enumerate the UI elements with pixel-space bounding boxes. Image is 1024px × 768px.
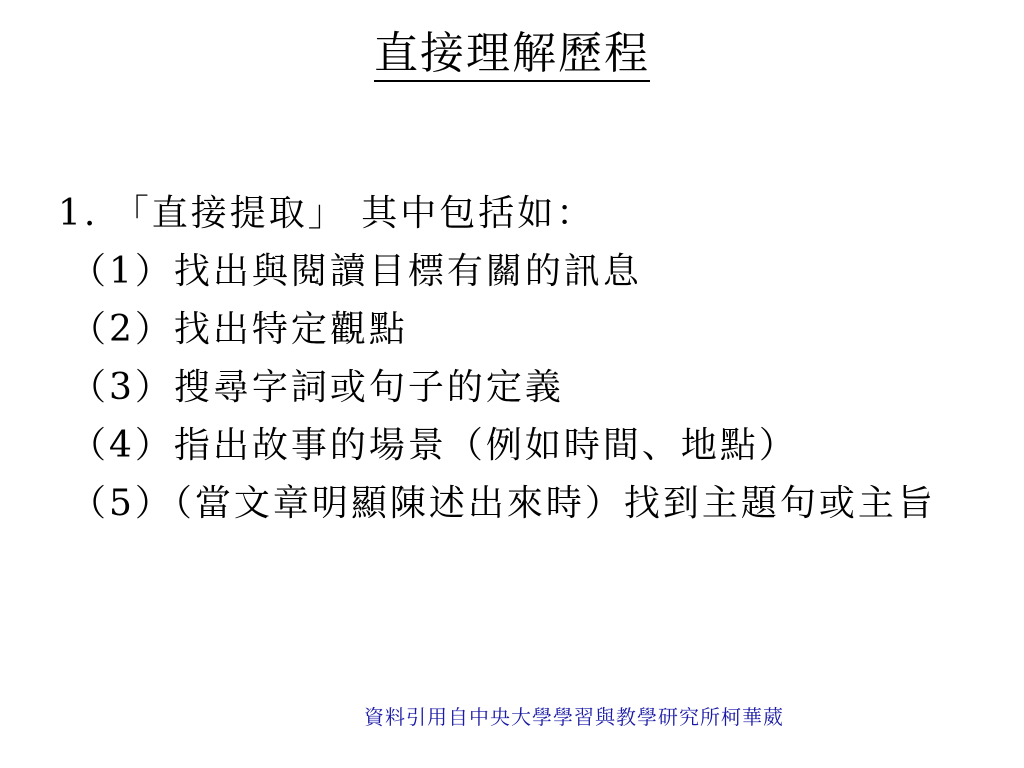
slide-title <box>0 24 1024 84</box>
list-item-3: （3）搜尋字詞或句子的定義 <box>70 367 564 408</box>
slide-body <box>58 188 978 530</box>
list-item-1: （1）找出與閱讀目標有關的訊息 <box>70 251 642 292</box>
list-item-4: （4）指出故事的場景（例如時間、地點） <box>70 425 798 466</box>
source-citation: 資料引用自中央大學學習與教學研究所柯華葳 <box>364 705 784 729</box>
list-item-5: （5）（當文章明顯陳述出來時）找到主題句或主旨 <box>70 483 936 524</box>
list-heading: 1. 「直接提取」 其中包括如： <box>58 193 596 234</box>
slide-title-text: 直接理解歷程 <box>374 28 650 82</box>
list-item-2: （2）找出特定觀點 <box>70 309 408 350</box>
